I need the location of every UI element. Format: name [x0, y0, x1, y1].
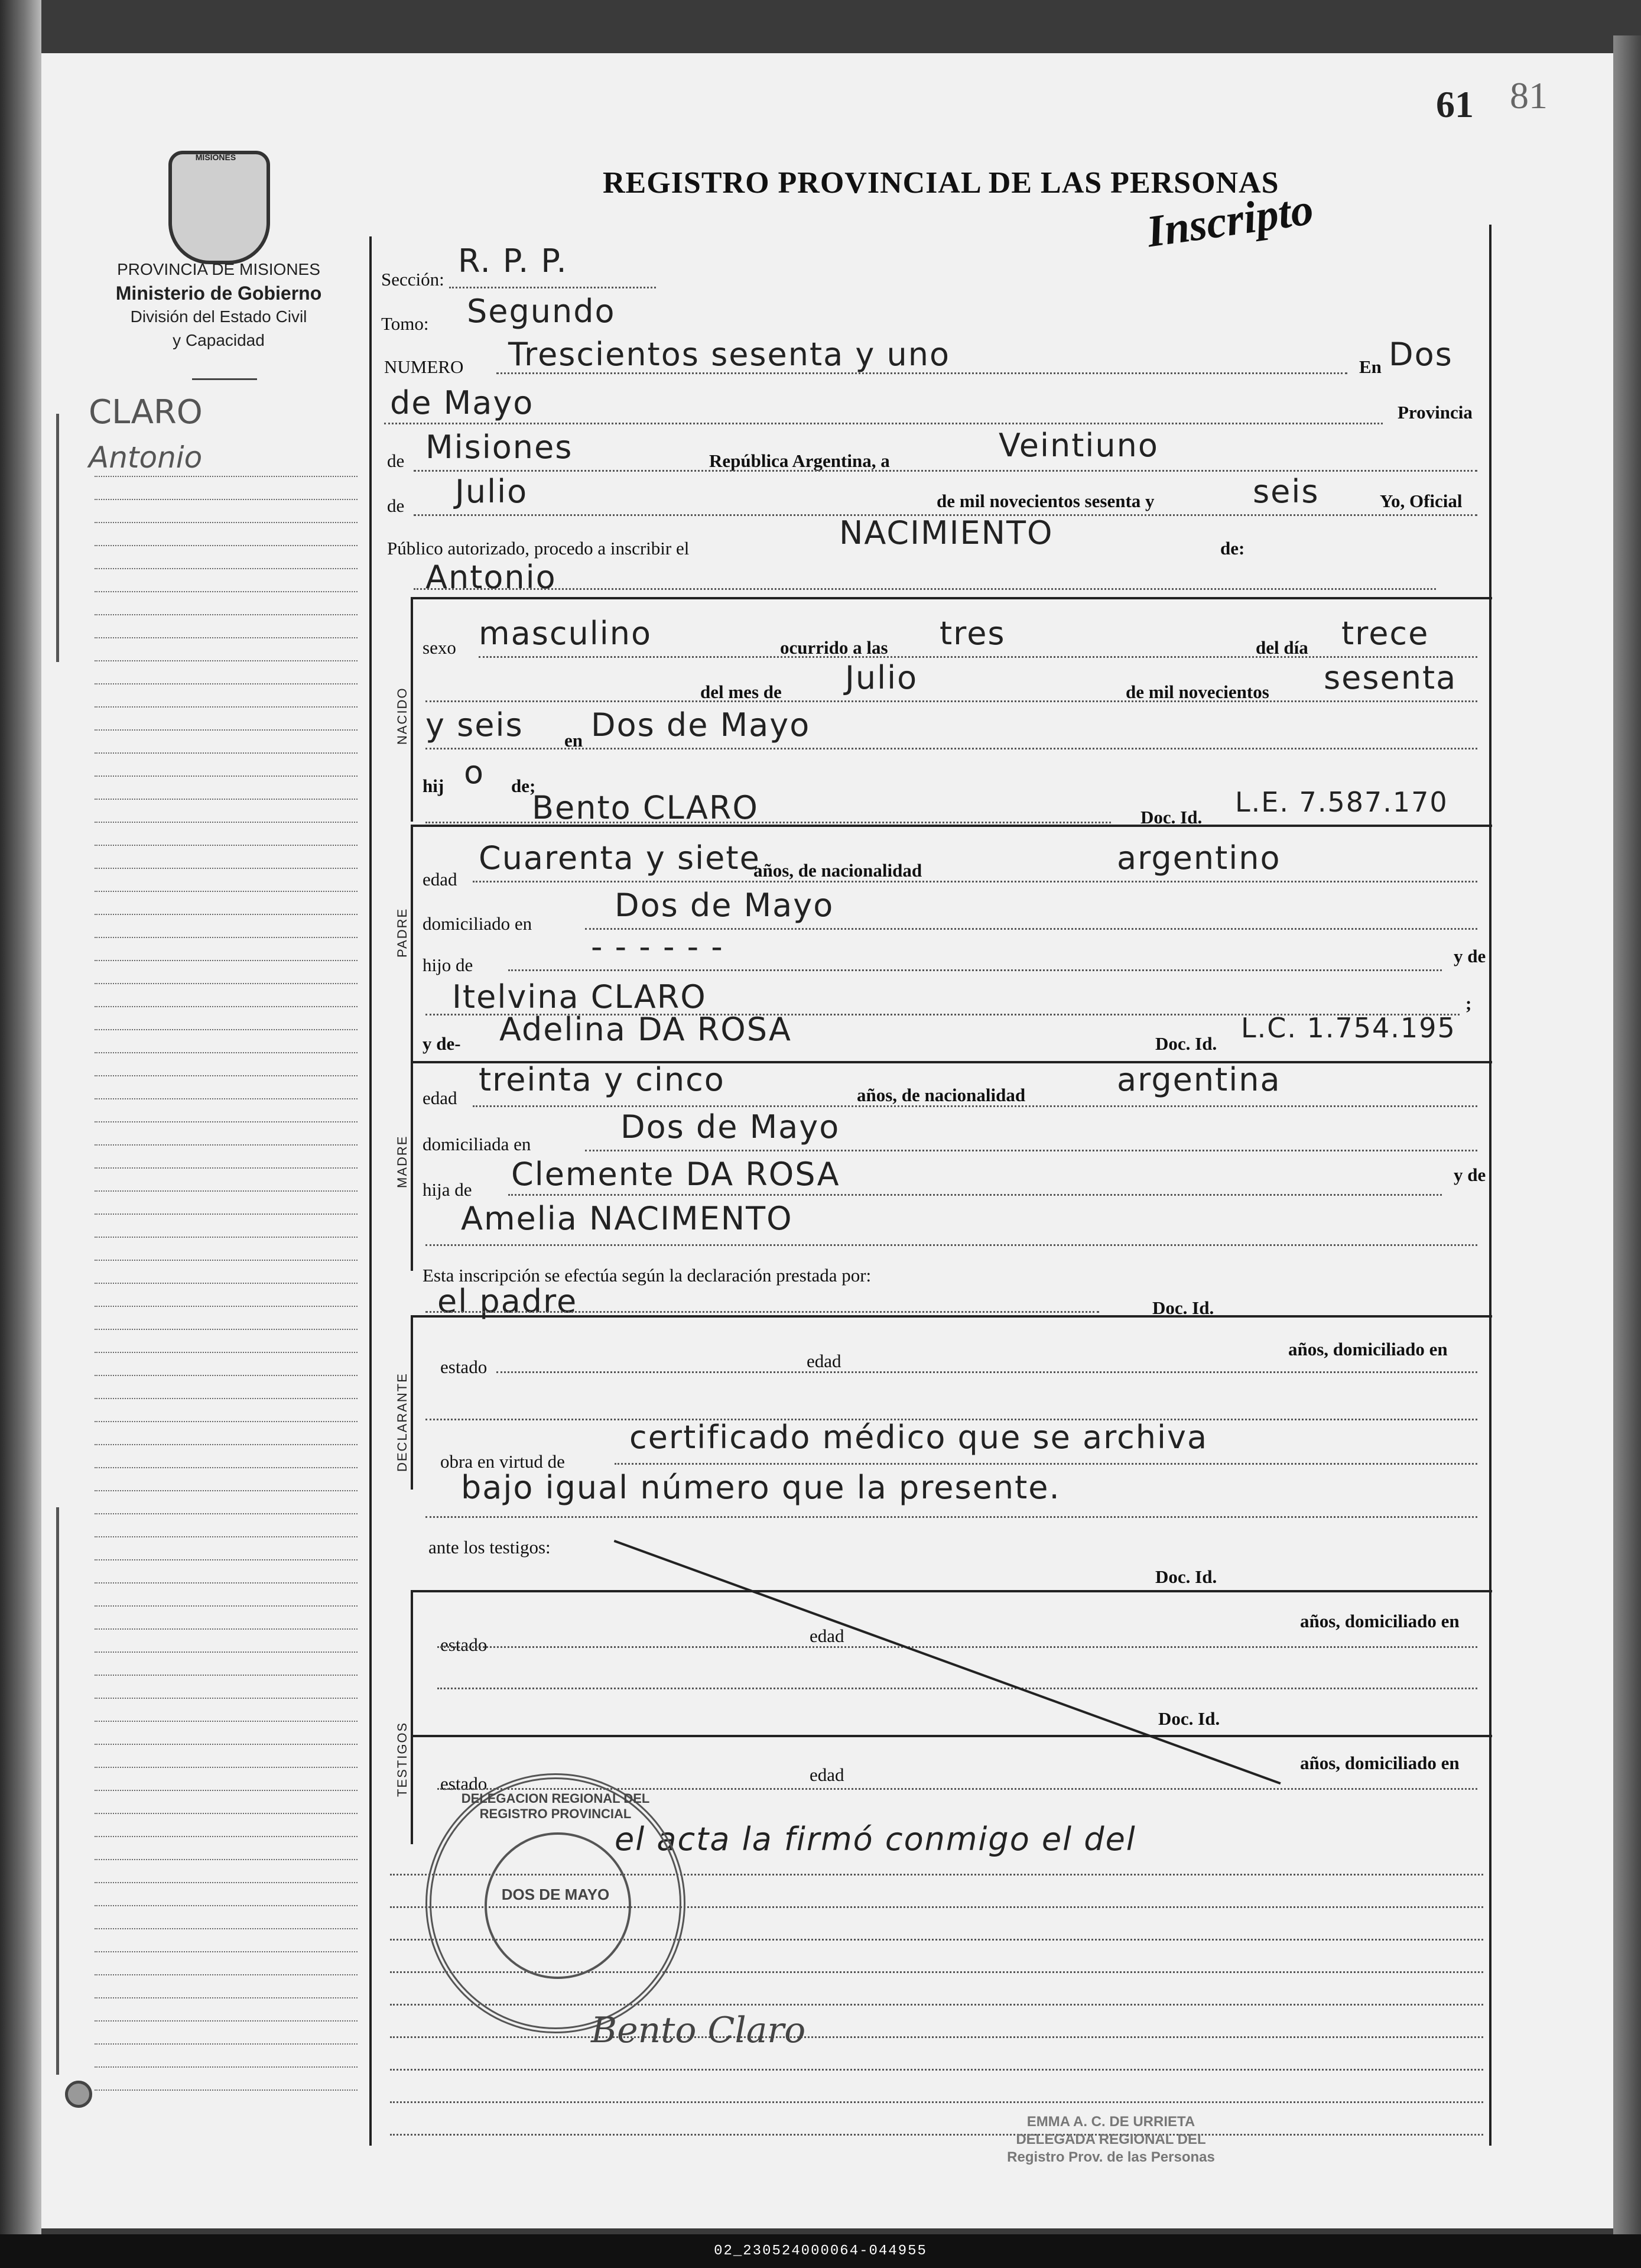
- label-doc-id: Doc. Id.: [1140, 807, 1203, 828]
- ministry-line4: y Capacidad: [173, 331, 265, 349]
- label-tomo: Tomo:: [381, 313, 429, 334]
- margin-rule: [95, 1813, 358, 1814]
- section-bar: [411, 1061, 413, 1271]
- seal-ring-text: DELEGACION REGIONAL DEL REGISTRO PROVINCIAL: [461, 1791, 650, 1821]
- label-estado-3: estado: [440, 1773, 488, 1794]
- label-inscripcion: Esta inscripción se efectúa según la declaración prestada por:: [423, 1265, 872, 1286]
- ministry-line3: División del Estado Civil: [130, 307, 307, 326]
- margin-rule: [95, 499, 358, 500]
- section-divider: [411, 1590, 1492, 1592]
- section-bar: [411, 1315, 413, 1490]
- madre-nombre: Adelina DA ROSA: [499, 1011, 792, 1048]
- value-nombre: Antonio: [425, 559, 557, 596]
- official-seal-icon: [425, 1773, 685, 2033]
- margin-rule: [95, 1651, 358, 1653]
- stamp-line3: Registro Prov. de las Personas: [1007, 2149, 1215, 2165]
- dotted-line: [585, 1150, 1477, 1151]
- closing-rule: [390, 2134, 1483, 2136]
- margin-rule: [95, 776, 358, 777]
- dotted-line: [479, 656, 1477, 658]
- margin-rule: [95, 1790, 358, 1791]
- closing-rule: [390, 2069, 1483, 2071]
- margin-rule: [95, 1214, 358, 1215]
- binder-slot: [56, 1507, 67, 2075]
- value-acto: NACIMIENTO: [839, 514, 1054, 551]
- margin-rule: [95, 1190, 358, 1192]
- margin-rule: [95, 799, 358, 800]
- margin-rule: [95, 1260, 358, 1261]
- margin-rule: [95, 937, 358, 938]
- value-hora: tres: [940, 615, 1006, 652]
- label-edad-3: edad: [807, 1351, 841, 1371]
- margin-rule: [95, 568, 358, 569]
- dotted-line: [437, 1688, 1477, 1689]
- label-de-2: de: [387, 495, 405, 516]
- margin-rule: [95, 1721, 358, 1722]
- label-doc-id-2: Doc. Id.: [1155, 1033, 1217, 1054]
- label-edad-2: edad: [423, 1088, 457, 1108]
- margin-rule: [95, 1536, 358, 1537]
- margin-rule: [95, 914, 358, 915]
- margin-rule: [95, 891, 358, 892]
- section-divider: [411, 1735, 1492, 1737]
- value-dia-nac: trece: [1341, 615, 1429, 652]
- label-obra: obra en virtud de: [440, 1451, 565, 1472]
- closing-rule: [390, 2036, 1483, 2038]
- margin-rule: [95, 1052, 358, 1053]
- margin-rule: [95, 1006, 358, 1007]
- value-seccion: R. P. P.: [458, 242, 568, 280]
- padre-hijo-de: - - - - - -: [591, 928, 724, 965]
- label-estado-2: estado: [440, 1634, 488, 1655]
- label-doc-id-5: Doc. Id.: [1158, 1708, 1220, 1729]
- value-tomo: Segundo: [467, 293, 616, 330]
- label-republica: República Argentina, a: [709, 450, 890, 471]
- padre-domicilio: Dos de Mayo: [615, 887, 834, 924]
- margin-rule: [95, 683, 358, 684]
- margin-rule: [95, 1836, 358, 1837]
- coat-text: MISIONES: [195, 153, 236, 162]
- margin-rule: [95, 1628, 358, 1630]
- margin-rule: [95, 1375, 358, 1376]
- label-anos-domiciliado-2: años, domiciliado en: [1300, 1611, 1460, 1631]
- margin-surname: CLARO: [89, 393, 203, 431]
- margin-rule: [95, 1905, 358, 1906]
- margin-rule: [95, 729, 358, 731]
- label-estado: estado: [440, 1357, 488, 1377]
- dotted-line: [425, 1311, 1099, 1313]
- margin-rule: [95, 1283, 358, 1284]
- label-de-semicolon: de;: [511, 776, 536, 796]
- margin-rule: [95, 660, 358, 661]
- margin-rule: [95, 1698, 358, 1699]
- margin-rule: [95, 1582, 358, 1584]
- label-de-mil-sesenta: de mil novecientos sesenta y: [937, 491, 1155, 511]
- section-nacido: NACIDO: [395, 687, 410, 745]
- padre-nacionalidad: argentino: [1117, 839, 1281, 877]
- declarante-obra-1: certificado médico que se archiva: [629, 1419, 1208, 1456]
- margin-rule: [95, 845, 358, 846]
- stamp-line1: EMMA A. C. DE URRIETA: [1026, 2114, 1195, 2130]
- frame-right: [1489, 225, 1491, 2146]
- label-doc-id-4: Doc. Id.: [1155, 1566, 1217, 1587]
- value-lugar-b: de Mayo: [390, 384, 534, 421]
- margin-rule: [95, 1398, 358, 1399]
- seal-center-text: DOS DE MAYO: [501, 1886, 610, 1903]
- section-bar: [411, 825, 413, 1061]
- margin-rule: [95, 822, 358, 823]
- margin-rule: [95, 1237, 358, 1238]
- scan-id-footer: 02_230524000064-044955: [0, 2234, 1641, 2268]
- label-y-de-2: y de: [1454, 1164, 1486, 1185]
- dotted-line: [425, 822, 1111, 823]
- dotted-line: [425, 700, 1477, 702]
- page-stack-edge: [1613, 35, 1641, 2234]
- margin-rule: [95, 522, 358, 523]
- margin-rule: [95, 752, 358, 754]
- label-en-small: en: [564, 730, 583, 751]
- value-provincia: Misiones: [425, 429, 573, 466]
- margin-rule: [95, 1675, 358, 1676]
- margin-rule: [95, 637, 358, 638]
- ministry-line2: Ministerio de Gobierno: [115, 283, 322, 304]
- margin-rule: [95, 1559, 358, 1560]
- madre-edad: treinta y cinco: [479, 1061, 725, 1098]
- closing-rule: [390, 2101, 1483, 2103]
- label-del-mes: del mes de: [700, 682, 782, 702]
- margin-rule: [95, 591, 358, 592]
- margin-rule: [95, 1421, 358, 1422]
- section-divider: [411, 597, 1492, 599]
- dotted-line: [414, 470, 1477, 472]
- document-heading: REGISTRO PROVINCIAL DE LAS PERSONAS: [603, 166, 1279, 200]
- margin-rule: [95, 2043, 358, 2045]
- madre-domicilio: Dos de Mayo: [620, 1108, 840, 1146]
- dotted-line: [425, 1516, 1477, 1518]
- madre-y-de: Amelia NACIMENTO: [461, 1200, 793, 1237]
- label-de-mil: de mil novecientos: [1126, 682, 1269, 702]
- label-hij: hij: [423, 776, 444, 796]
- label-anos-nacionalidad: años, de nacionalidad: [753, 860, 922, 881]
- binder-ring: [65, 2081, 92, 2108]
- margin-rule: [95, 868, 358, 869]
- margin-rule: [95, 614, 358, 615]
- binding-edge: [0, 0, 41, 2268]
- margin-rule: [95, 1951, 358, 1952]
- margin-rule: [95, 1605, 358, 1607]
- label-hija-de: hija de: [423, 1179, 472, 1200]
- padre-y-de: Itelvina CLARO: [452, 978, 707, 1015]
- label-numero: NUMERO: [384, 356, 464, 377]
- label-ante: ante los testigos:: [428, 1537, 551, 1558]
- label-publico: Público autorizado, procedo a inscribir el: [387, 538, 690, 559]
- margin-rule: [95, 1329, 358, 1330]
- value-anio: seis: [1253, 473, 1320, 510]
- section-bar: [411, 1590, 413, 1844]
- signature-declarante: Bento Claro: [591, 2010, 806, 2051]
- margin-rule: [95, 1121, 358, 1122]
- margin-rule: [95, 1029, 358, 1030]
- margin-rule: [95, 1352, 358, 1353]
- label-edad-5: edad: [810, 1764, 844, 1785]
- label-anos-domiciliado-3: años, domiciliado en: [1300, 1753, 1460, 1773]
- value-lugar-nac: Dos de Mayo: [591, 706, 811, 744]
- dotted-line: [425, 748, 1477, 749]
- madre-doc: L.C. 1.754.195: [1241, 1012, 1456, 1044]
- margin-rule: [95, 1490, 358, 1491]
- label-seccion: Sección:: [381, 269, 444, 290]
- label-anos-nacionalidad-2: años, de nacionalidad: [857, 1085, 1026, 1105]
- value-dia: Veintiuno: [999, 427, 1159, 464]
- label-semicolon: ;: [1465, 993, 1472, 1014]
- margin-rule: [95, 1928, 358, 1929]
- margin-rule: [95, 1098, 358, 1099]
- label-de: de: [387, 450, 405, 471]
- padre-edad: Cuarenta y siete: [479, 839, 761, 877]
- dotted-line: [437, 1646, 1477, 1648]
- dotted-line: [473, 1105, 1477, 1107]
- margin-rule: [95, 1974, 358, 1975]
- label-edad-4: edad: [810, 1625, 844, 1646]
- margin-rule: [95, 960, 358, 961]
- madre-hija-de: Clemente DA ROSA: [511, 1156, 840, 1193]
- ministry-block: [71, 258, 366, 352]
- value-mes: Julio: [455, 473, 528, 510]
- margin-rule: [95, 1144, 358, 1146]
- section-testigos: TESTIGOS: [395, 1721, 410, 1797]
- closing-text: el acta la firmó conmigo el del: [615, 1821, 1136, 1858]
- value-numero: Trescientos sesenta y uno: [508, 336, 951, 373]
- margin-name: Antonio: [89, 440, 203, 475]
- section-bar: [411, 597, 413, 822]
- stamp-line2: DELEGADA REGIONAL DEL: [1016, 2131, 1206, 2147]
- official-stamp: [963, 2113, 1259, 2166]
- value-anio-nac-a: sesenta: [1324, 659, 1457, 696]
- margin-rule: [95, 1075, 358, 1076]
- section-madre: MADRE: [395, 1135, 410, 1188]
- binder-slot: [56, 414, 67, 662]
- label-domiciliado: domiciliado en: [423, 913, 532, 934]
- dotted-line: [508, 969, 1442, 971]
- value-lugar-a: Dos: [1389, 336, 1453, 373]
- label-domiciliada: domiciliada en: [423, 1134, 531, 1154]
- label-del-dia: del día: [1256, 637, 1308, 658]
- dotted-line: [508, 1194, 1442, 1196]
- declarante-obra-2: bajo igual número que la presente.: [461, 1469, 1061, 1506]
- label-de-colon: de:: [1220, 538, 1245, 559]
- section-declarante: DECLARANTE: [395, 1373, 410, 1472]
- margin-rule: [95, 706, 358, 708]
- dotted-line: [384, 423, 1383, 424]
- dotted-line: [414, 588, 1436, 590]
- margin-rule: [95, 545, 358, 546]
- label-y-de-dash: y de-: [423, 1033, 461, 1054]
- padre-nombre: Bento CLARO: [532, 789, 759, 826]
- dotted-line: [496, 372, 1347, 374]
- label-doc-id-3: Doc. Id.: [1152, 1297, 1214, 1318]
- label-en: En: [1359, 356, 1382, 377]
- declarante-por: el padre: [437, 1283, 578, 1320]
- margin-rule: [95, 1859, 358, 1860]
- label-sexo: sexo: [423, 637, 456, 658]
- padre-doc: L.E. 7.587.170: [1235, 786, 1448, 818]
- dotted-line: [449, 287, 656, 288]
- label-y-de: y de: [1454, 946, 1486, 966]
- margin-rule: [95, 1444, 358, 1445]
- margin-rule: [95, 1744, 358, 1745]
- label-ocurrido: ocurrido a las: [780, 637, 888, 658]
- page-number-alt: 81: [1510, 74, 1548, 116]
- margin-rule: [95, 983, 358, 984]
- value-sexo: masculino: [479, 615, 652, 652]
- margin-rule: [95, 1167, 358, 1169]
- margin-rule: [95, 1513, 358, 1514]
- ministry-rule: [192, 378, 257, 380]
- margin-rule: [95, 2066, 358, 2068]
- label-hijo-de: hijo de: [423, 955, 473, 975]
- section-padre: PADRE: [395, 907, 410, 958]
- value-mes-nac: Julio: [845, 659, 918, 696]
- value-anio-nac-b: y seis: [425, 706, 524, 744]
- dotted-line: [615, 1463, 1477, 1465]
- margin-rule: [95, 476, 358, 477]
- coat-of-arms-icon: [168, 151, 270, 264]
- label-provincia: Provincia: [1398, 402, 1473, 423]
- dotted-line: [473, 881, 1477, 882]
- seal-inner: [485, 1832, 631, 1979]
- label-yo-oficial: Yo, Oficial: [1380, 491, 1463, 511]
- top-annotation: Inscripto: [1143, 184, 1317, 257]
- frame-left: [369, 236, 372, 2146]
- dotted-line: [425, 1244, 1477, 1246]
- margin-rule: [95, 1306, 358, 1307]
- madre-nacionalidad: argentina: [1117, 1061, 1281, 1098]
- label-edad: edad: [423, 869, 457, 890]
- margin-rule: [95, 2020, 358, 2022]
- dotted-line: [496, 1371, 1477, 1373]
- ministry-line1: PROVINCIA DE MISIONES: [117, 260, 320, 278]
- margin-rule: [95, 1882, 358, 1883]
- page-number: 61: [1436, 83, 1474, 125]
- margin-rule: [95, 1767, 358, 1768]
- margin-rule: [95, 1467, 358, 1468]
- margin-rule: [95, 1997, 358, 1998]
- margin-rule: [95, 2089, 358, 2091]
- value-hij-suffix: o: [464, 754, 485, 791]
- label-anos-domiciliado: años, domiciliado en: [1288, 1339, 1448, 1359]
